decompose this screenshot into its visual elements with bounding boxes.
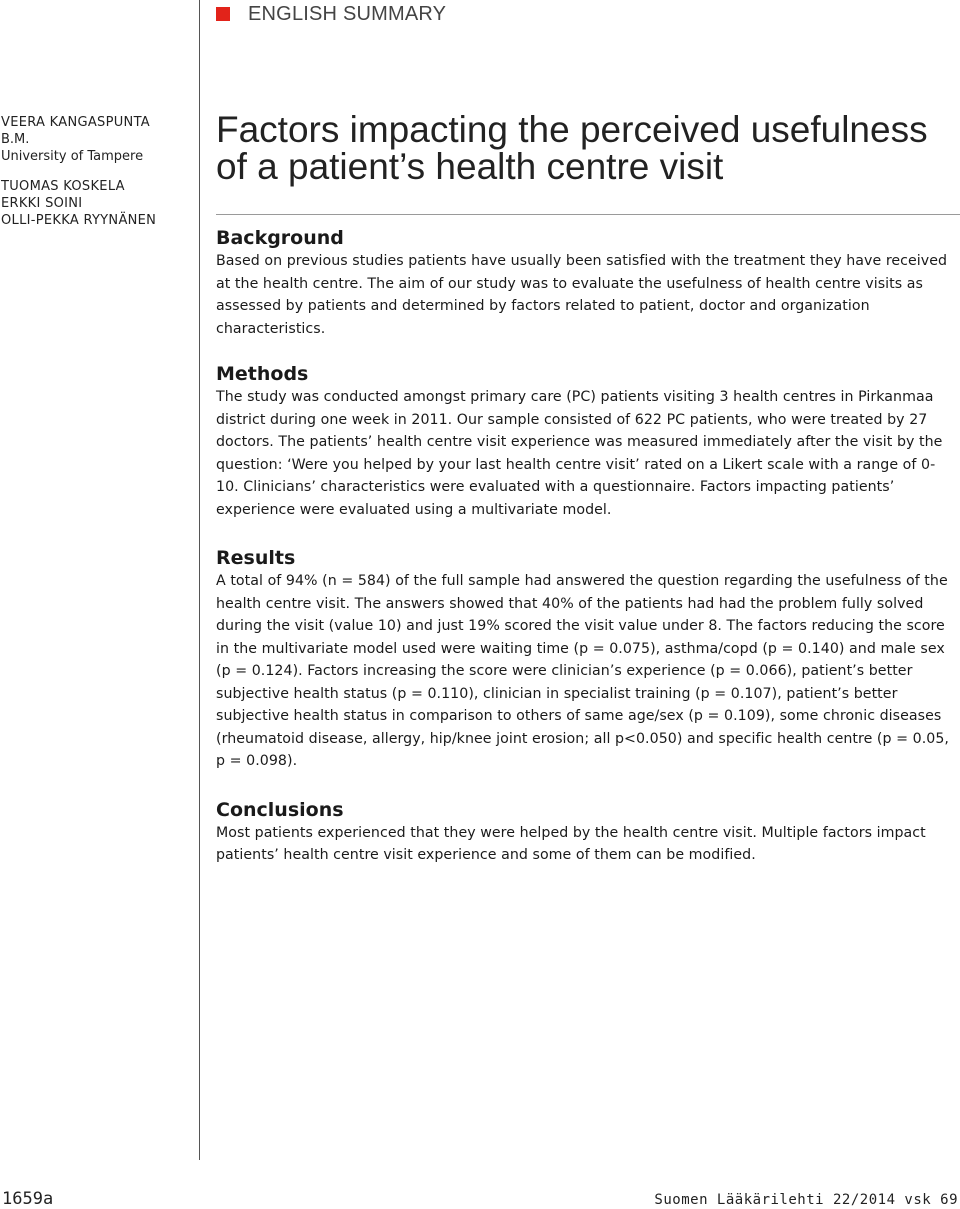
journal-citation: Suomen Lääkärilehti 22/2014 vsk 69 <box>654 1192 958 1208</box>
author-affiliation: B.M. University of Tampere <box>1 132 144 164</box>
title-divider <box>216 214 960 215</box>
author-name: VEERA KANGASPUNTA <box>1 115 150 130</box>
author-name: ERKKI SOINI <box>1 196 83 211</box>
section-heading-results: Results <box>216 547 296 569</box>
section-text-results: A total of 94% (n = 584) of the full sample had answered the question regarding the usefulness of the health centre visit. The answers showed that 40% of the patients had had the problem fully solved during the visit (value 10) and just 19% scored the visit value under 8. The factors reducing the score in the multivariate model used were waiting time (p = 0.075), asthma/copd (p = 0.140) and male sex (p = 0.124). Factors increasing the score were clinician’s experience (p = 0.066), patient’s better subjective health status (p = 0.110), clinician in specialist training (p = 0.107), patient’s better subjective health status in comparison to others of same age/sex (p = 0.109), some chronic diseases (rheumatoid disease, allergy, hip/knee joint erosion; all p<0.050) and specific health centre (p = 0.05, p = 0.098). <box>216 573 949 769</box>
authors-block <box>1 114 191 229</box>
section-text-conclusions: Most patients experienced that they were helped by the health centre visit. Multiple factors impact patients’ health centre visit experience and some of them can be modified. <box>216 824 926 863</box>
page-number: 1659a <box>2 1189 54 1209</box>
section-text-background: Based on previous studies patients have usually been satisfied with the treatment they have received at the health centre. The aim of our study was to evaluate the usefulness of health centre visits as assessed by patients and determined by factors related to patient, doctor and organization characteristics. <box>216 253 948 337</box>
author-name: TUOMAS KOSKELA <box>1 179 125 194</box>
author-name: OLLI-PEKKA RYYNÄNEN <box>1 213 157 228</box>
section-label-text: ENGLISH SUMMARY <box>248 2 447 25</box>
section-heading-methods: Methods <box>216 363 309 385</box>
section-heading-conclusions: Conclusions <box>216 798 344 821</box>
section-text-methods: The study was conducted amongst primary care (PC) patients visiting 3 health centres in Pirkanmaa district during one week in 2011. Our sample consisted of 622 PC patients, who were treated by 27 doctors. The patients’ health centre visit experience was measured immediately after the visit by the question: ‘Were you helped by your last health centre visit’ rated on a Likert scale with a range of 0-10. Clinicians’ characteristics were evaluated with a questionnaire. Factors impacting patients’ experience were evaluated using a multivariate model. <box>216 389 943 518</box>
section-heading-background: Background <box>216 227 344 249</box>
article-title: Factors impacting the perceived usefulness of a patient’s health centre visit <box>216 109 928 187</box>
section-label <box>216 2 446 26</box>
section-marker-square <box>216 7 230 21</box>
article-body <box>216 226 956 867</box>
column-divider <box>199 0 200 1160</box>
